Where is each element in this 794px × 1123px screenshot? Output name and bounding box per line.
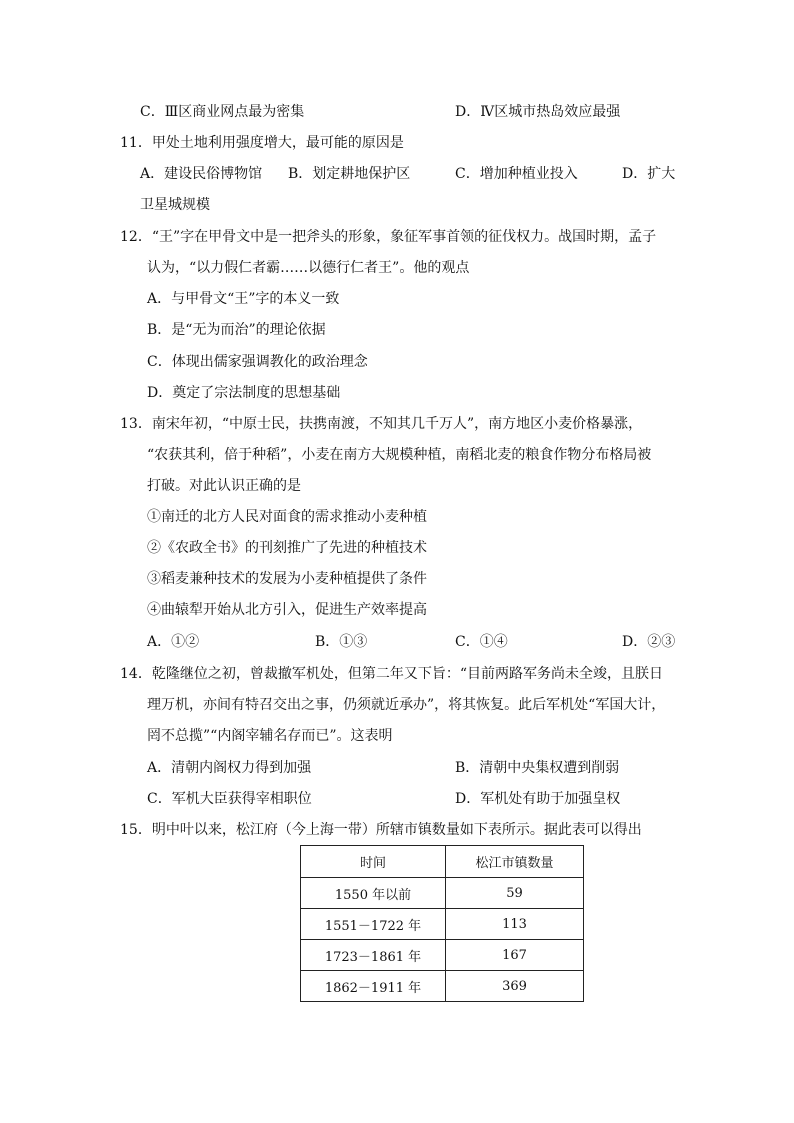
q13-option-b: B．①③ xyxy=(315,634,368,650)
q11-option-a: A．建设民俗博物馆 xyxy=(140,166,263,182)
table-cell-count: 113 xyxy=(446,909,584,940)
q12-option-b: B．是“无为而治”的理论依据 xyxy=(147,322,326,338)
q15-stem: 15．明中叶以来，松江府（今上海一带）所辖市镇数量如下表所示。据此表可以得出 xyxy=(120,822,642,838)
q14-option-b: B．清朝中央集权遭到削弱 xyxy=(455,760,620,776)
table-header-row xyxy=(301,846,584,878)
q13-item-2: ②《农政全书》的刊刻推广了先进的种植技术 xyxy=(147,540,427,556)
q14-option-d: D．军机处有助于加强皇权 xyxy=(455,791,621,807)
table-header-time: 时间 xyxy=(301,846,446,878)
table-row xyxy=(301,971,584,1002)
q13-stem-line-3: 打破。对此认识正确的是 xyxy=(147,478,301,494)
q12-option-c: C．体现出儒家强调教化的政治理念 xyxy=(147,354,368,370)
q14-option-c: C．军机大臣获得宰相职位 xyxy=(147,791,312,807)
table-cell-period: 1551－1722 年 xyxy=(301,909,446,940)
q12-stem-line-2: 认为，“以力假仁者霸……以德行仁者王”。他的观点 xyxy=(147,260,470,276)
table-cell-period: 1550 年以前 xyxy=(301,878,446,909)
table-row xyxy=(301,940,584,971)
q11-stem: 11．甲处土地利用强度增大，最可能的原因是 xyxy=(120,135,404,151)
q13-stem-line-1: 13．南宋年初，“中原士民，扶携南渡，不知其几千万人”，南方地区小麦价格暴涨， xyxy=(120,416,643,432)
table-cell-period: 1723－1861 年 xyxy=(301,940,446,971)
q13-item-1: ①南迁的北方人民对面食的需求推动小麦种植 xyxy=(147,509,427,525)
table-row xyxy=(301,909,584,940)
table-cell-period: 1862－1911 年 xyxy=(301,971,446,1002)
q12-stem-line-1: 12．“王”字在甲骨文中是一把斧头的形象，象征军事首领的征伐权力。战国时期，孟子 xyxy=(120,229,657,245)
q11-option-c: C．增加种植业投入 xyxy=(455,166,578,182)
q13-item-4: ④曲辕犁开始从北方引入，促进生产效率提高 xyxy=(147,602,427,618)
table-cell-count: 167 xyxy=(446,940,584,971)
market-towns-table xyxy=(300,845,584,1002)
q14-stem-line-1: 14．乾隆继位之初，曾裁撤军机处，但第二年又下旨：“目前两路军务尚未全竣，且朕日 xyxy=(120,666,663,682)
q13-option-c: C．①④ xyxy=(455,634,508,650)
q12-option-d: D．奠定了宗法制度的思想基础 xyxy=(147,385,341,401)
q10-option-d: D．Ⅳ区城市热岛效应最强 xyxy=(455,104,621,120)
table-header-count: 松江市镇数量 xyxy=(446,846,584,878)
q13-option-a: A．①② xyxy=(147,634,200,650)
q14-option-a: A．清朝内阁权力得到加强 xyxy=(147,760,312,776)
q11-option-d-continued: 卫星城规模 xyxy=(140,197,210,213)
q14-stem-line-3: 罔不总揽”“内阁宰辅名存而已”。这表明 xyxy=(147,728,393,744)
q13-item-3: ③稻麦兼种技术的发展为小麦种植提供了条件 xyxy=(147,571,427,587)
q13-stem-line-2: “农获其利，倍于种稻”，小麦在南方大规模种植，南稻北麦的粮食作物分布格局被 xyxy=(147,447,652,463)
q14-stem-line-2: 理万机，亦间有特召交出之事，仍须就近承办”，将其恢复。此后军机处“军国大计， xyxy=(147,697,666,713)
q10-option-c: C．Ⅲ区商业网点最为密集 xyxy=(140,104,305,120)
q11-option-d: D．扩大 xyxy=(622,166,676,182)
table-row xyxy=(301,878,584,909)
q12-option-a: A．与甲骨文“王”字的本义一致 xyxy=(147,291,340,307)
q11-option-b: B．划定耕地保护区 xyxy=(288,166,411,182)
table-cell-count: 369 xyxy=(446,971,584,1002)
q13-option-d: D．②③ xyxy=(622,634,676,650)
table-cell-count: 59 xyxy=(446,878,584,909)
